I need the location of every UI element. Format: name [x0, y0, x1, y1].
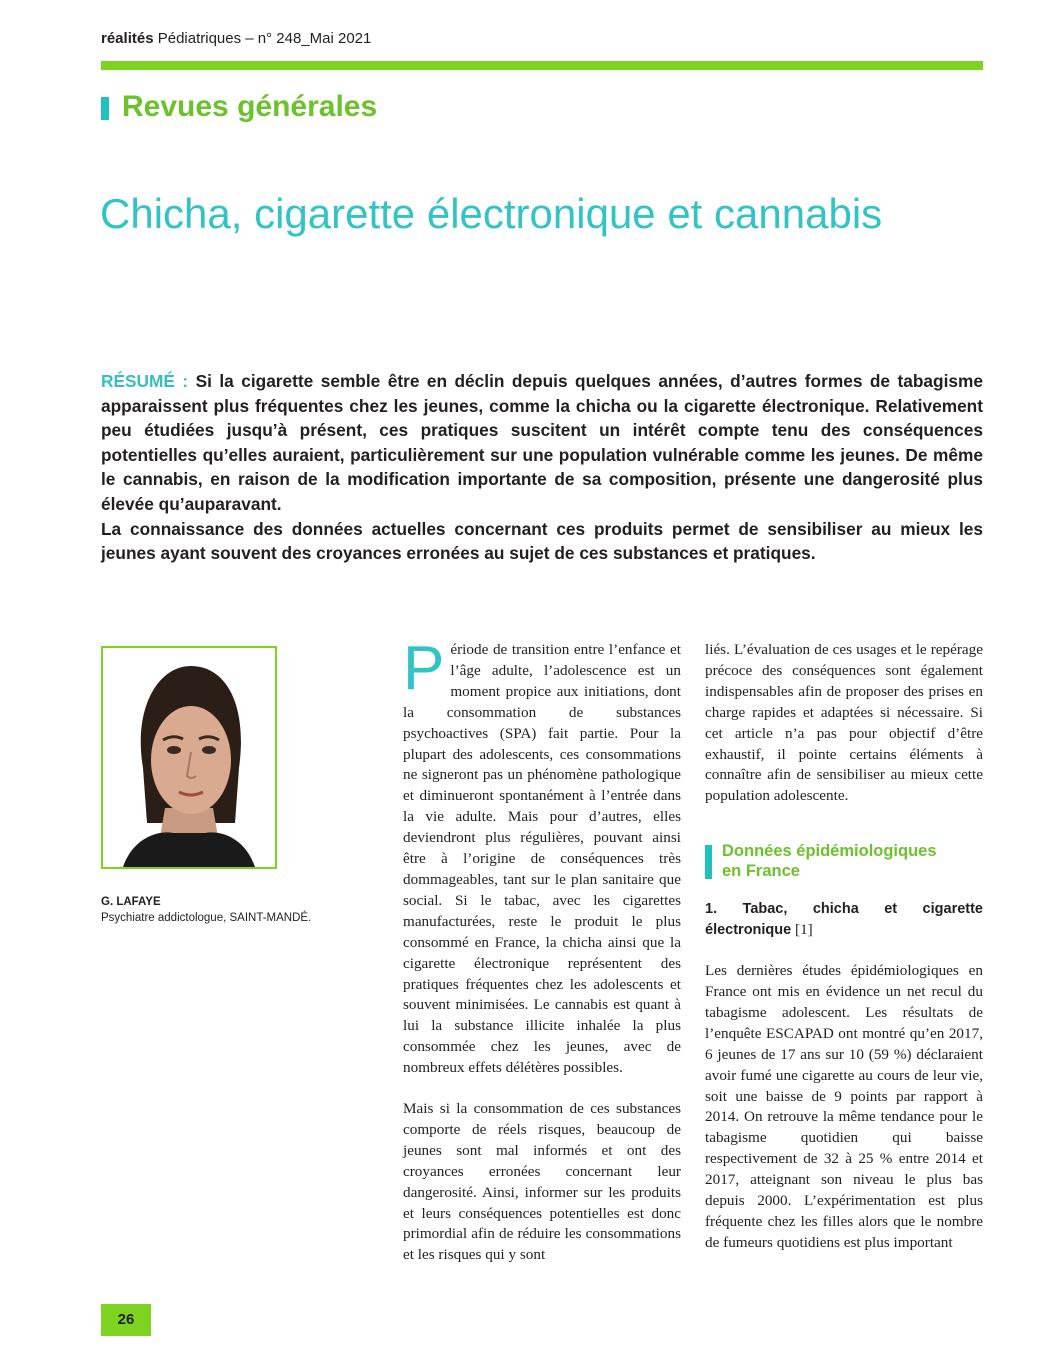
- journal-name: réalités: [101, 30, 154, 47]
- subsection-heading: [705, 899, 983, 941]
- abstract-text-1: Si la cigarette semble être en déclin depuis quelques années, d’autres formes de tabagisme apparaissent plus fréquentes chez les jeunes, comme la chicha ou la cigarette électronique. Relativement peu étudiées jusqu’à présent, ces pratiques suscitent un intérêt compte tenu des conséquences potentielles qu’elles auraient, particulièrement sur une population vulnérable comme les jeunes. De même le cannabis, en raison de la modification importante de sa composition, présente une dangerosité plus élevée qu’auparavant.: [101, 371, 983, 514]
- body-paragraph-3: Les dernières études épidémiologiques en France ont mis en évidence un net recul du tabagisme adolescent. Les résultats de l’enquête ESCAPAD ont montré qu’en 2017, 6 jeunes de 17 ans sur 10 (59 %) déclaraient avoir fumé une cigarette au cours de leur vie, soit une baisse de 9 points par rapport à 2014. On retrouve la même tendance pour le tabagisme quotidien qui baisse respectivement de 32 à 25 % entre 2014 et 2017, atteignant son niveau le plus bas depuis 2000. L’expérimentation est plus fréquente chez les filles alors que le nombre de fumeurs quotidiens est plus important: [705, 962, 983, 1251]
- page-number: 26: [101, 1304, 151, 1336]
- abstract-paragraph-2: La connaissance des données actuelles concernant ces produits permet de sensibiliser au mieux les jeunes ayant souvent des croyances erronées au sujet de ces substances et pratiques.: [101, 518, 983, 564]
- section-heading: [705, 841, 983, 881]
- section-title-line-1: Données épidémiologiques: [722, 842, 937, 861]
- body-paragraph-1: [403, 634, 681, 1079]
- author-photo: [101, 646, 277, 869]
- body-paragraph-2: Mais si la consommation de ces substances comporte de réels risques, beaucoup de jeunes sont mal informés et ont des croyances erronées concernant leur dangerosité. Ainsi, informer sur les produits et leurs conséquences potentielles est donc primordial afin de réduire les consommations et les risques qui y sont: [403, 1100, 681, 1264]
- abstract: [101, 369, 983, 566]
- journal-issue: Pédiatriques – n° 248_Mai 2021: [157, 30, 372, 47]
- article-title: Chicha, cigarette électronique et cannabis: [100, 190, 883, 237]
- rubric-label: Revues générales: [122, 90, 378, 123]
- author-portrait-image: [103, 648, 275, 867]
- body-paragraph-1-text: ériode de transition entre l’enfance et l’âge adulte, l’adolescence est un moment propice aux initiations, dont la consommation de substances psychoactives (SPA) fait partie. Pour la plupart des adolescents, ces consommations ne signeront pas un phénomène pathologique et diminueront spontanément à l’entrée dans la vie adulte. Mais pour d’autres, elles deviendront plus régulières, pouvant ainsi être à l’origine de conséquences très dommageables, tant sur le plan sanitaire que social. Si le tabac, avec les cigarettes manufacturées, reste le produit le plus consommé en France, la chicha ainsi que la cigarette électronique représentent des pratiques fréquentes chez les adolescents et souvent minimisées. Le cannabis est quant à lui la substance illicite inhalée la plus consommée chez les jeunes, avec de nombreux effets délétères possibles.: [403, 641, 681, 1077]
- section-title: [722, 841, 983, 881]
- paragraph-gap: [705, 941, 983, 961]
- abstract-paragraph-1: [101, 369, 983, 517]
- running-head: [101, 30, 371, 47]
- drop-cap: P: [403, 634, 445, 703]
- rubric-bar: [101, 97, 109, 120]
- section-bar: [705, 845, 712, 879]
- header-rule: [101, 61, 983, 70]
- body-column-1: [403, 634, 681, 1266]
- abstract-label: RÉSUMÉ :: [101, 371, 189, 391]
- paragraph-gap: [403, 1079, 681, 1099]
- subsection-title: 1. Tabac, chicha et cigarette électronique: [705, 901, 983, 939]
- subsection-reference: [1]: [795, 921, 813, 939]
- author-affiliation: Psychiatre addictologue, SAINT-MANDÉ.: [101, 912, 312, 924]
- author-name: G. LAFAYE: [101, 896, 161, 908]
- body-column-2: [705, 640, 983, 1254]
- section-title-line-2: en France: [722, 862, 800, 881]
- body-paragraph-2-continued: liés. L’évaluation de ces usages et le repérage précoce des conséquences sont également indispensables afin de proposer des prises en charge rapides et adaptées si nécessaire. Si cet article n’a pas pour objectif d’être exhaustif, il pointe certains éléments à connaître afin de sensibiliser au mieux cette population adolescente.: [705, 641, 983, 805]
